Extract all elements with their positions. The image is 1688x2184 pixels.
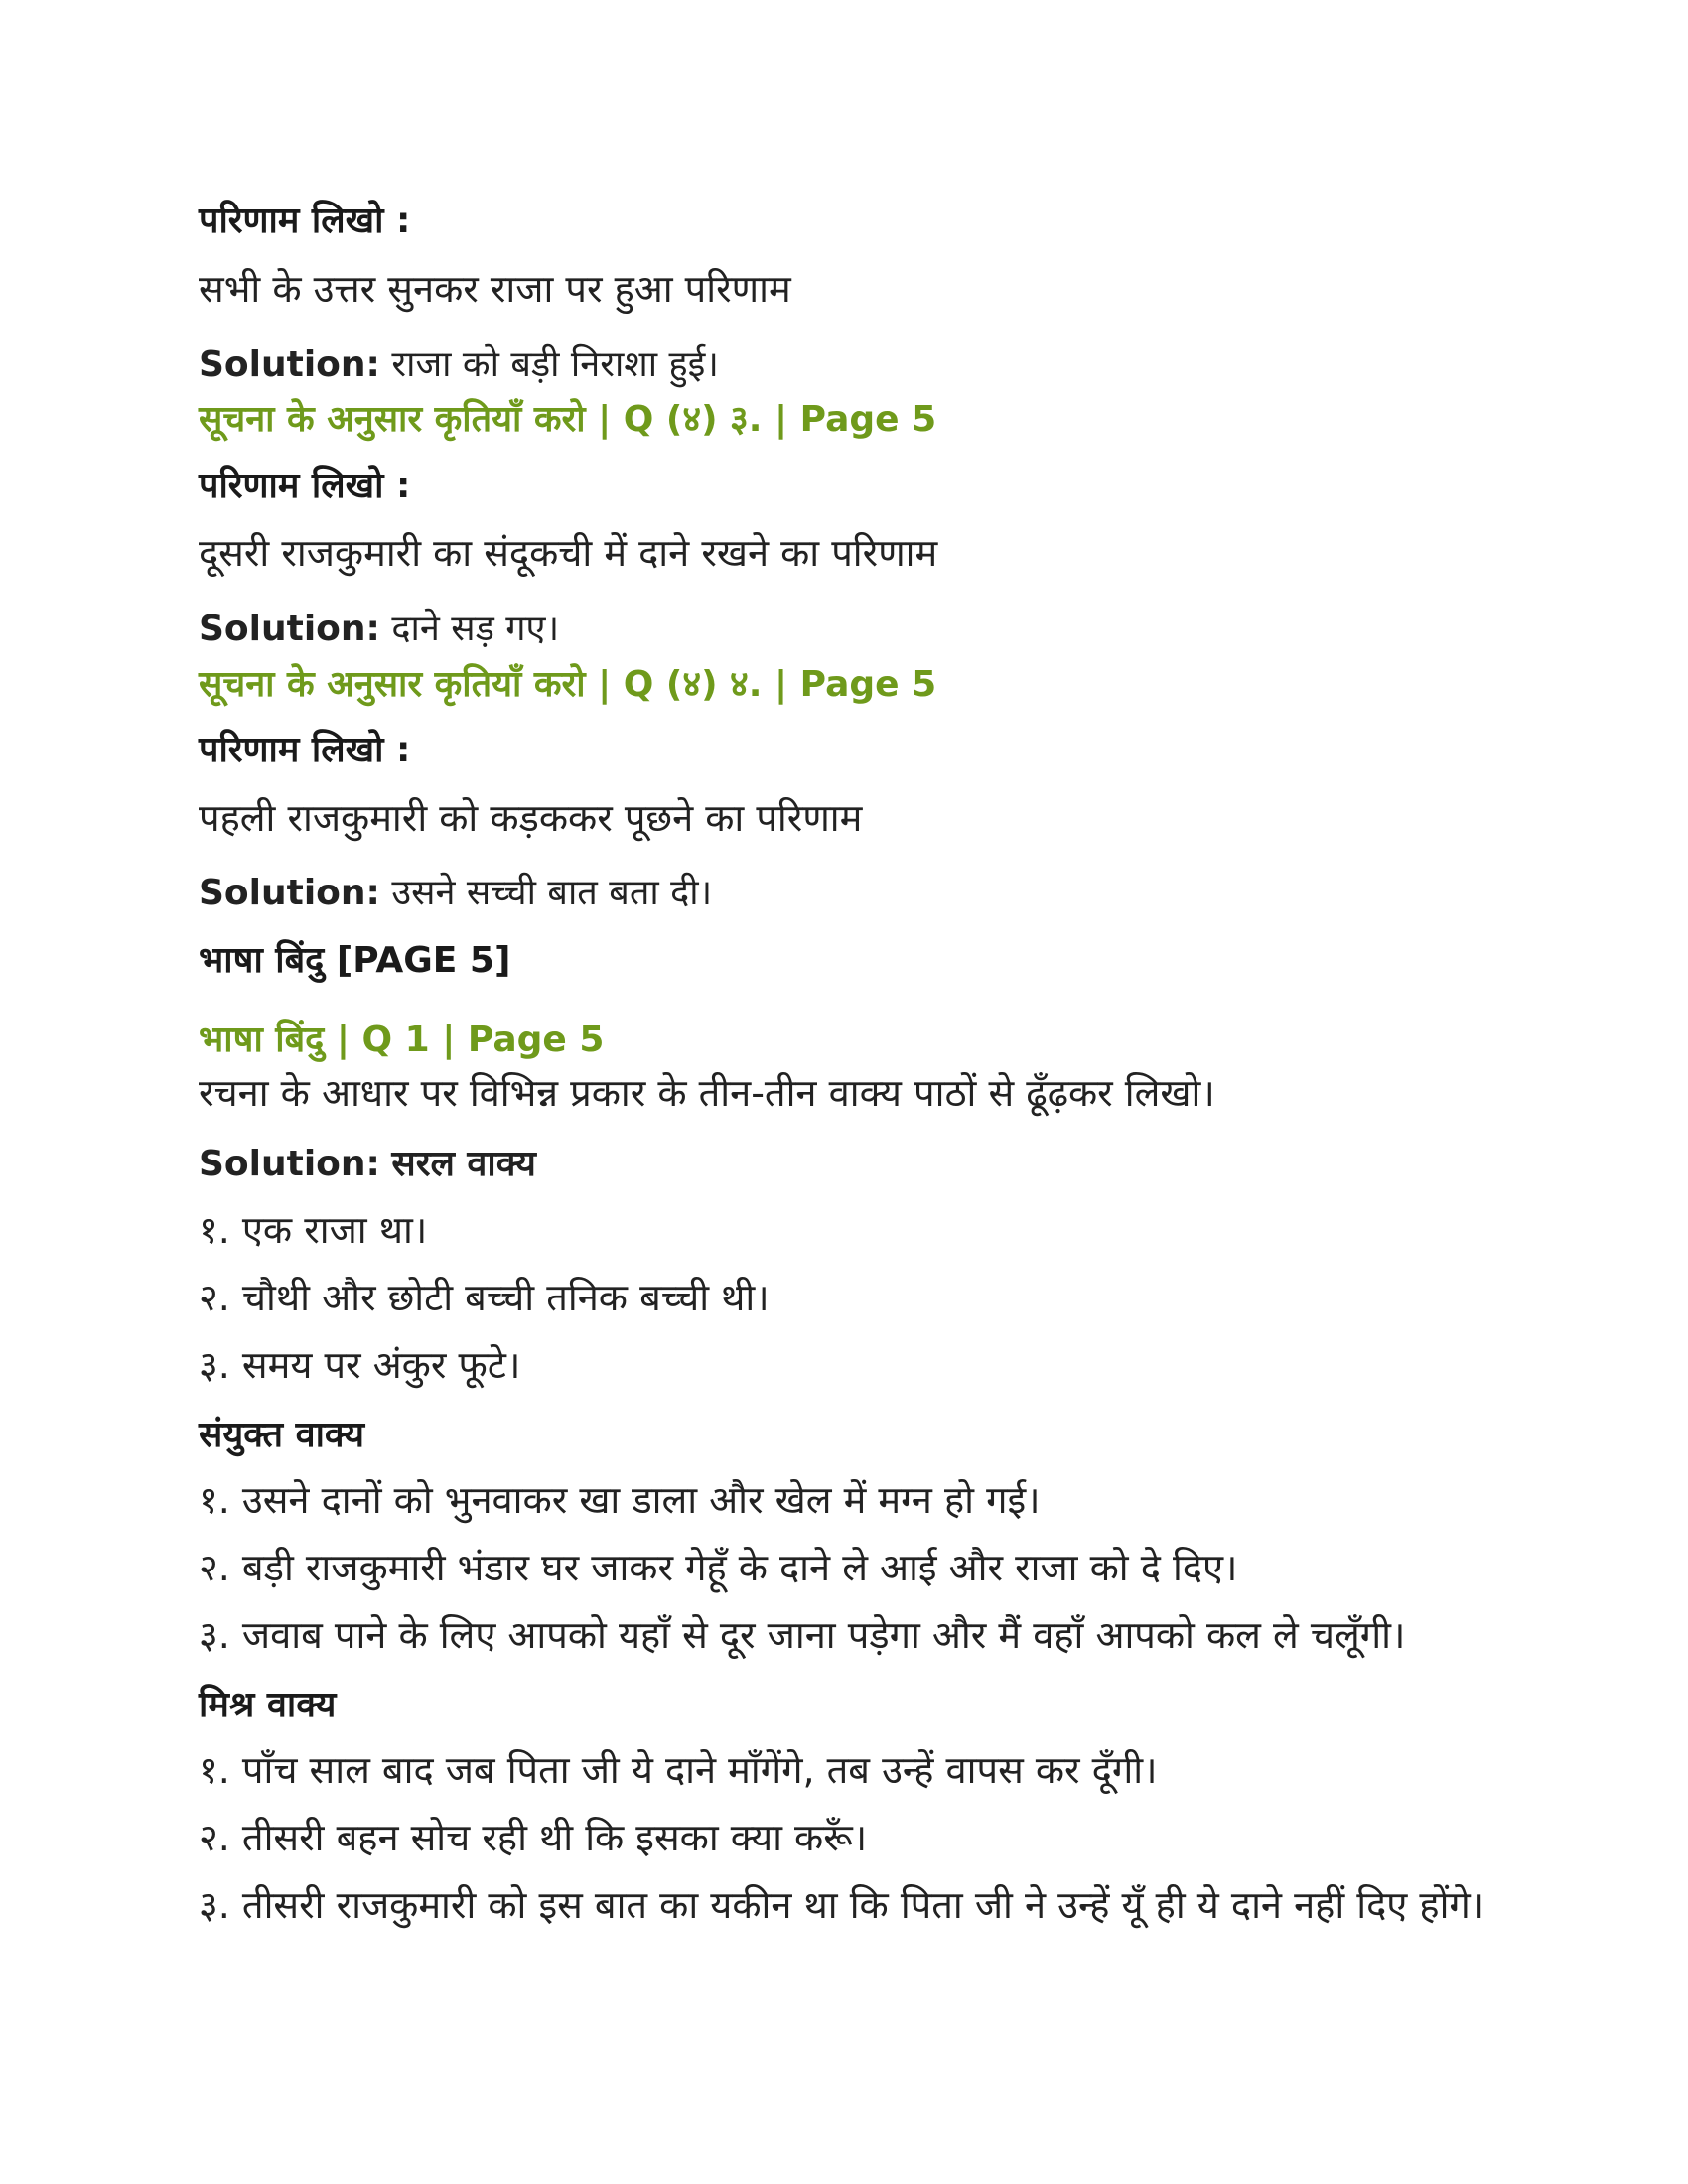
question-text: रचना के आधार पर विभिन्न प्रकार के तीन-तीन वाक्य पाठों से ढूँढ़कर लिखो।	[199, 1071, 1215, 1115]
list-item: ३. तीसरी राजकुमारी को इस बात का यकीन था कि पिता जी ने उन्हें यूँ ही ये दाने नहीं दिए होंगे।	[199, 1883, 1485, 1927]
list-item: २. तीसरी बहन सोच रही थी कि इसका क्या करूँ।	[199, 1816, 868, 1859]
solution-line	[199, 1144, 536, 1184]
question-text: सभी के उत्तर सुनकर राजा पर हुआ परिणाम	[199, 267, 791, 311]
solution-label: Solution:	[199, 344, 380, 385]
list-item: ३. समय पर अंकुर फूटे।	[199, 1343, 521, 1387]
section-heading: परिणाम लिखो :	[199, 730, 411, 770]
section-heading: मिश्र वाक्य	[199, 1685, 337, 1725]
list-item: १. एक राजा था।	[199, 1208, 428, 1252]
solution-text: दाने सड़ गए।	[391, 609, 560, 649]
solution-label: Solution:	[199, 609, 380, 649]
solution-label: Solution:	[199, 1144, 380, 1184]
question-text: पहली राजकुमारी को कड़ककर पूछने का परिणाम	[199, 796, 863, 840]
list-item: १. उसने दानों को भुनवाकर खा डाला और खेल में मग्न हो गई।	[199, 1478, 1041, 1522]
list-item: १. पाँच साल बाद जब पिता जी ये दाने माँगेंगे, तब उन्हें वापस कर दूँगी।	[199, 1748, 1158, 1792]
question-text: दूसरी राजकुमारी का संदूकची में दाने रखने का परिणाम	[199, 531, 938, 575]
section-heading: परिणाम लिखो :	[199, 466, 411, 506]
section-heading: संयुक्त वाक्य	[199, 1415, 365, 1455]
section-heading: परिणाम लिखो :	[199, 201, 411, 241]
solution-line	[199, 344, 719, 385]
solution-line	[199, 609, 560, 649]
solution-label: Solution:	[199, 873, 380, 913]
list-item: २. बड़ी राजकुमारी भंडार घर जाकर गेहूँ के दाने ले आई और राजा को दे दिए।	[199, 1546, 1238, 1589]
solution-text: उसने सच्ची बात बता दी।	[391, 873, 713, 913]
list-item: २. चौथी और छोटी बच्ची तनिक बच्ची थी।	[199, 1276, 770, 1319]
question-link-heading[interactable]: सूचना के अनुसार कृतियाँ करो | Q (४) ४. | Page 5	[199, 664, 937, 705]
solution-line	[199, 873, 713, 913]
solution-text: राजा को बड़ी निराशा हुई।	[391, 344, 719, 385]
solution-subheading: सरल वाक्य	[391, 1144, 536, 1184]
section-heading: भाषा बिंदु [PAGE 5]	[199, 940, 511, 981]
question-link-heading[interactable]: भाषा बिंदु | Q 1 | Page 5	[199, 1020, 605, 1060]
question-link-heading[interactable]: सूचना के अनुसार कृतियाँ करो | Q (४) ३. | Page 5	[199, 399, 937, 440]
list-item: ३. जवाब पाने के लिए आपको यहाँ से दूर जाना पड़ेगा और मैं वहाँ आपको कल ले चलूँगी।	[199, 1613, 1406, 1657]
